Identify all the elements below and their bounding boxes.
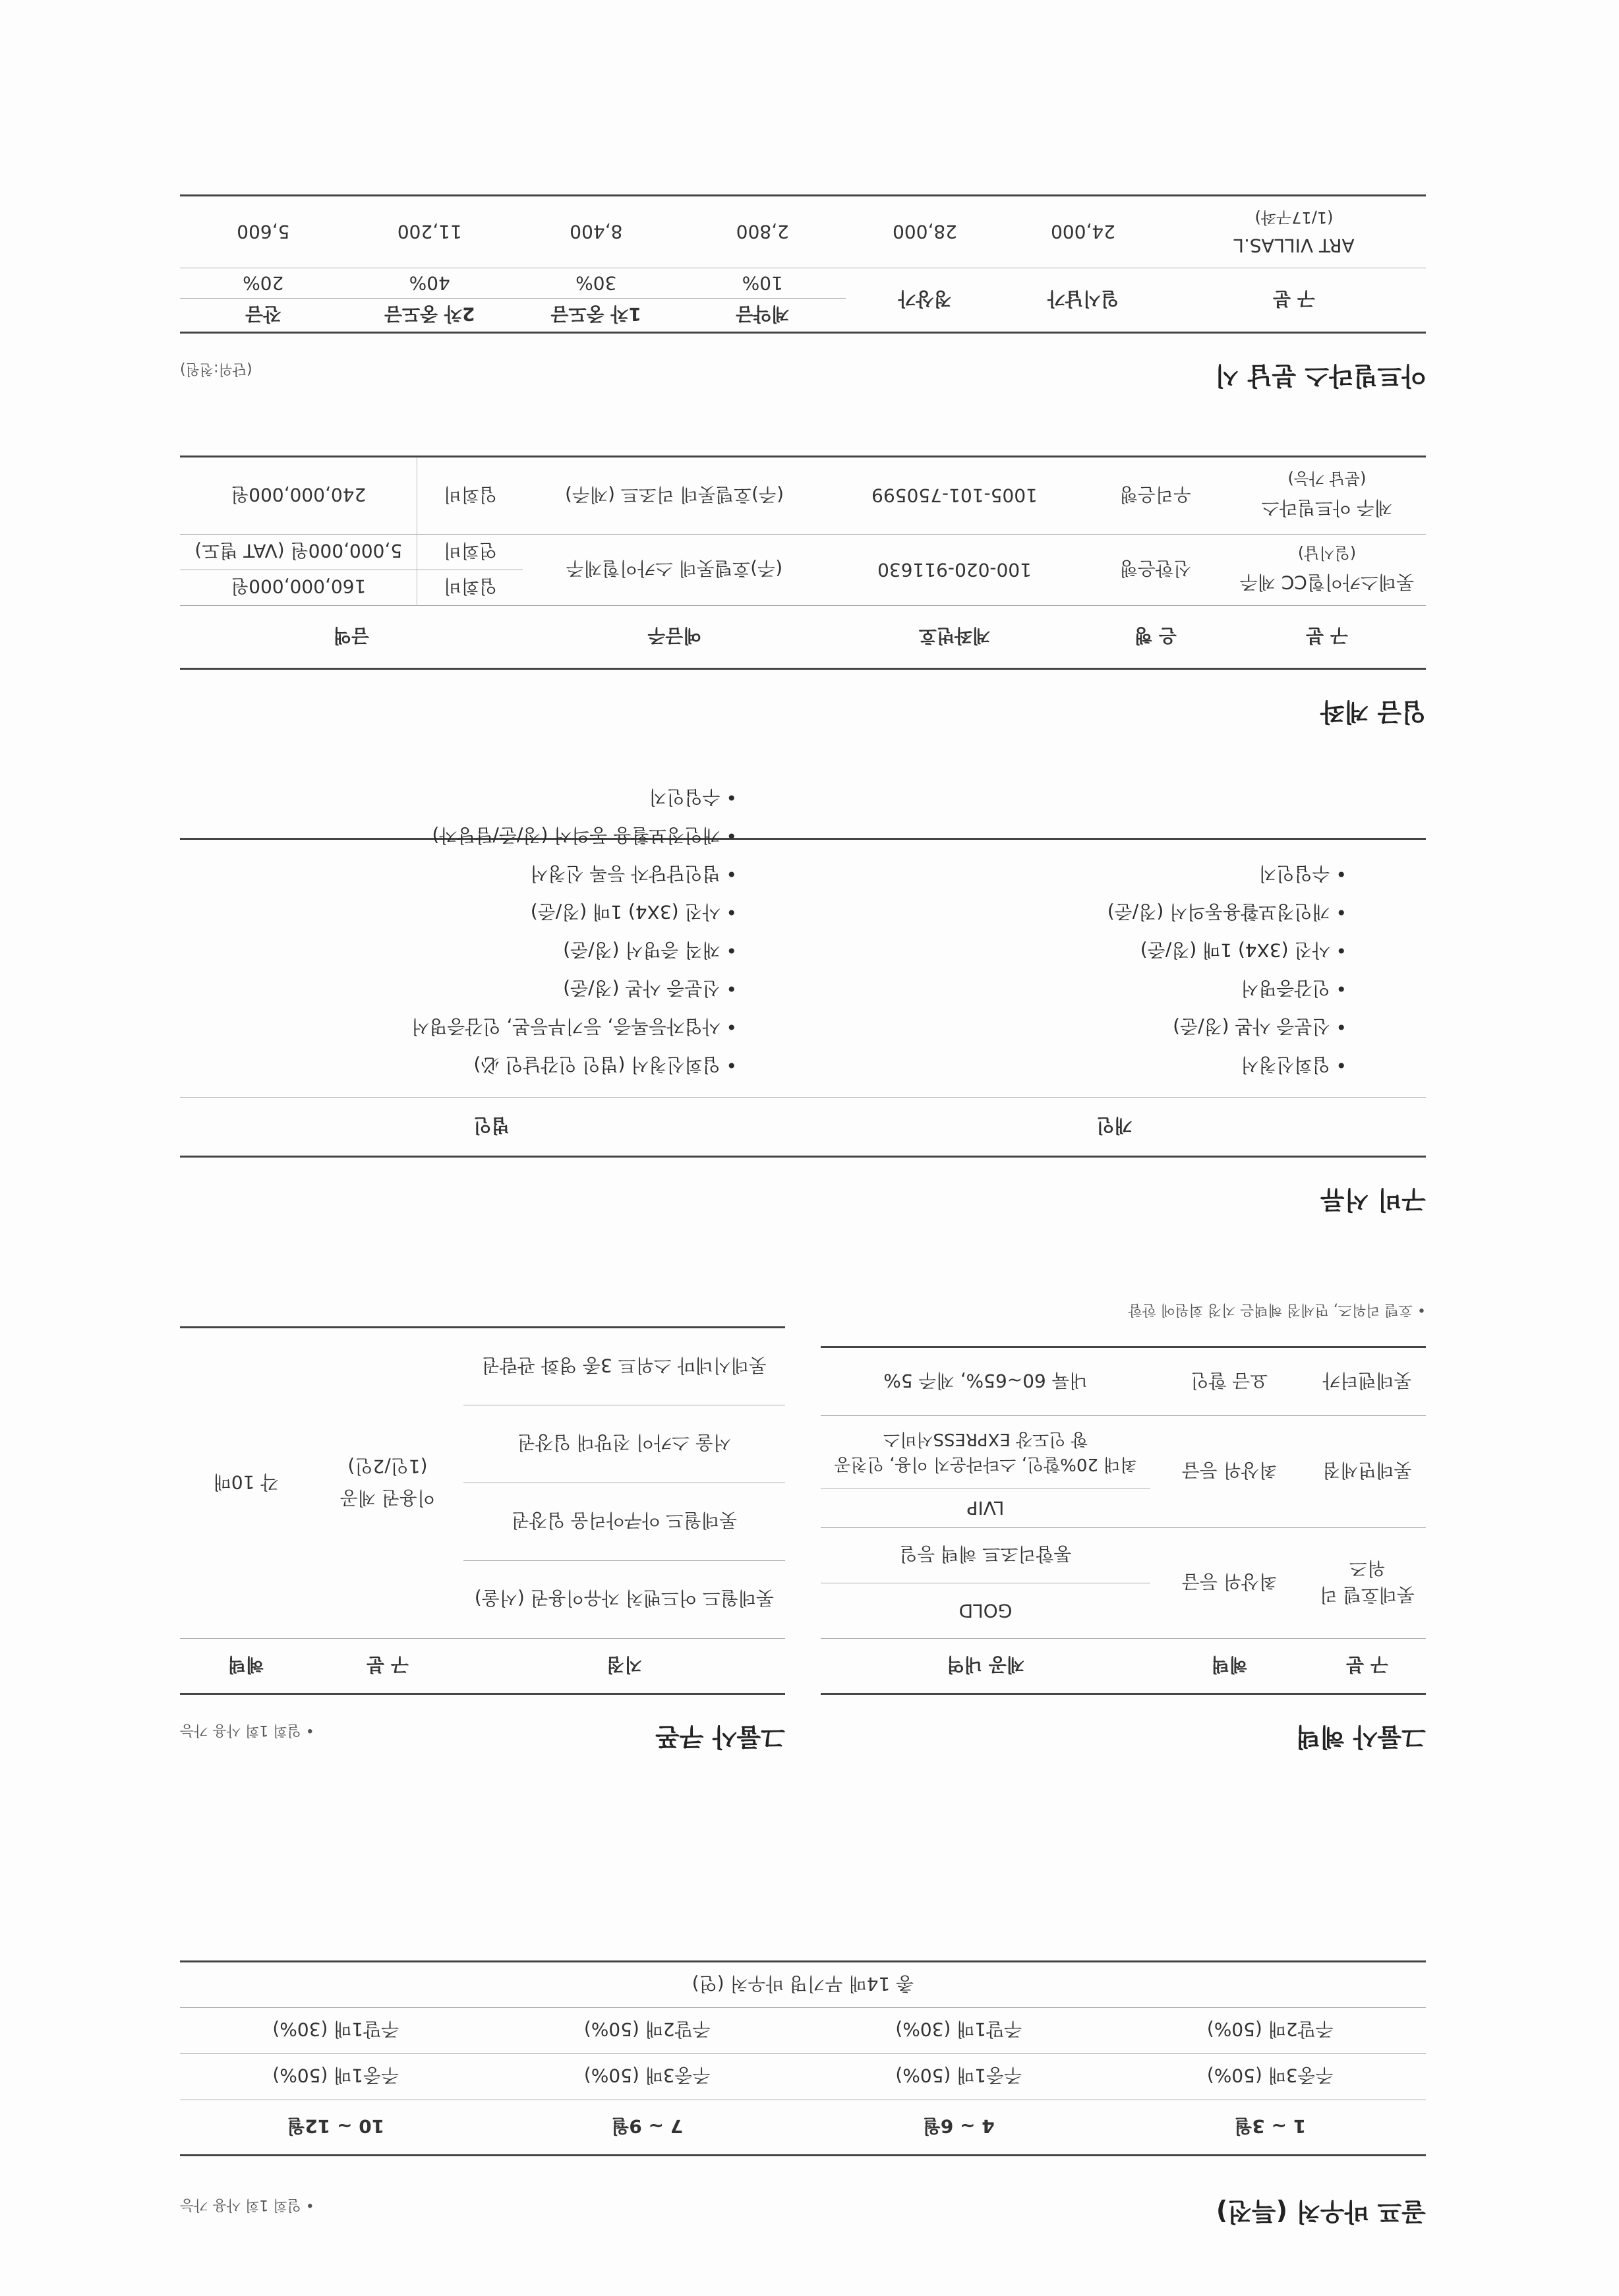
documents-header-corporate: 법인: [473, 1115, 510, 1136]
bank-account-name-sub: (분납 가능): [1287, 469, 1367, 488]
bank-amount-value: 160,000,000원: [180, 570, 417, 606]
payment-header: 잔금: [180, 299, 347, 333]
coupon-qty: 각 10매: [180, 1328, 312, 1639]
bank-name: 우리은행: [1119, 484, 1192, 506]
bank-header: 예금주: [647, 625, 701, 647]
payment-unit: (단위:천원): [180, 361, 252, 377]
benefit-header: 혜택: [1211, 1654, 1248, 1676]
voucher-cell: 주중3매 (50%): [1206, 2065, 1334, 2087]
payment-header: 계약금: [680, 299, 846, 333]
payment-product-sub: (1/17구좌): [1254, 208, 1334, 227]
voucher-header: 1 ~ 3월: [1234, 2115, 1307, 2137]
documents-individual: [790, 840, 1426, 1097]
document-item: • 수입인지: [790, 854, 1347, 893]
bank-header: 은 행: [1134, 625, 1177, 647]
documents-header-individual: 개인: [1096, 1115, 1133, 1136]
payment-product-name: ART VILLAS.L: [1233, 235, 1355, 256]
group-vouchers-table: [180, 1326, 785, 1695]
bank-account-name: [1228, 535, 1426, 606]
payment-table: [180, 194, 1426, 334]
bank-account-name-main: 롯데스카이힐CC 제주: [1239, 572, 1415, 593]
voucher-cell: 주말2매 (50%): [1206, 2018, 1334, 2041]
group-vouchers: [180, 1301, 785, 1755]
benefit-cell: 롯데면세점: [1309, 1416, 1426, 1528]
benefit-header: 제공 내역: [947, 1654, 1024, 1676]
payment-percent: 20%: [243, 272, 284, 294]
bank-header: 계좌번호: [918, 625, 991, 647]
bank-amount-value: 240,000,000원: [231, 484, 367, 506]
bank-account-name: [1228, 457, 1426, 535]
bank-amount-value: 5,000,000원 (VAT 별도): [194, 540, 403, 562]
bank-holder: (주)호텔롯데 스카이힐제주: [523, 535, 826, 606]
benefit-cell: GOLD: [821, 1583, 1150, 1639]
document-item: • 사업자등록증, 등기부등본, 인감증명서: [180, 1007, 737, 1045]
member-benefits-table: [821, 1346, 1426, 1695]
bank-amount-label: 입회비: [417, 457, 523, 535]
voucher-section: [180, 1960, 1426, 2230]
benefit-footnote: • 호텔 리워즈, 면세점 혜택은 지정 회원에 한함: [1128, 1301, 1426, 1318]
group-vouchers-title: 그룹사 쿠폰: [655, 1722, 785, 1751]
coupon-item: 롯데시네마 스위트 3종 영화 관람권: [481, 1355, 767, 1376]
payment-header: 일시납가: [1004, 268, 1162, 333]
coupon-header: 혜택: [227, 1654, 264, 1676]
bank-header: 구 분: [1306, 625, 1348, 647]
document-item: • 신분증 사본 (정/준): [790, 1007, 1347, 1045]
coupon-header: 지점: [606, 1654, 643, 1676]
benefit-header: 구 분: [1346, 1654, 1388, 1676]
bank-account-name-sub: (일시납): [1297, 544, 1357, 562]
coupon-item: 롯데월드 아쿠아리움 입장권: [511, 1510, 738, 1532]
voucher-cell: 주말1매 (30%): [272, 2018, 399, 2041]
bank-amount-label: 입회비: [417, 570, 523, 606]
coupon-type-label: 이용권 제공: [339, 1487, 436, 1509]
benefit-cell: 최대 20%할인, 스타라운지 이용, 인천공항 인도장 EXPRESS서비스: [834, 1429, 1137, 1475]
payment-section: [180, 194, 1426, 394]
document-item: • 개인정보활용 동의서 (정/준/담당자): [180, 816, 737, 854]
payment-header: 정상가: [846, 268, 1004, 333]
document-item: • 인감증명서: [790, 969, 1347, 1007]
bank-table: [180, 456, 1426, 670]
document-item: • 사진 (3X4) 1매 (정/준): [790, 931, 1347, 969]
document-item: • 입회신청서 (법인 인감날인 必): [180, 1045, 737, 1084]
payment-header: 2차 중도금: [347, 299, 514, 333]
voucher-header: 4 ~ 6월: [922, 2115, 995, 2137]
payment-value: 5,600: [237, 221, 290, 243]
document-item: • 사진 (3X4) 1매 (정/준): [180, 893, 737, 931]
coupon-type: [312, 1328, 463, 1639]
bank-amount-label: 연회비: [417, 535, 523, 570]
voucher-total: 총 14매 무기명 바우처 (연): [692, 1973, 914, 1995]
benefit-cell: 요금 할인: [1191, 1370, 1268, 1392]
document-item: • 신분증 사본 (정/준): [180, 969, 737, 1007]
benefit-cell: 통합리조트 혜택 등일: [899, 1543, 1072, 1566]
group-section: [180, 1301, 1426, 1755]
payment-value: 8,400: [570, 221, 623, 243]
benefit-cell: 최상위 등급: [1150, 1416, 1309, 1528]
documents-header: [180, 1097, 1426, 1158]
payment-value: 11,200: [397, 221, 462, 243]
documents-title: 구비 서류: [1320, 1185, 1426, 1214]
payment-value: 2,800: [736, 221, 789, 243]
benefit-cell: 롯데렌터카: [1322, 1370, 1412, 1392]
document-item: • 개인정보활용동의서 (정/준): [790, 893, 1347, 931]
payment-percent: 10%: [742, 272, 783, 294]
benefit-cell: LVIP: [821, 1488, 1150, 1528]
document-item: • 법인담당자 등록 신청서: [180, 854, 737, 893]
voucher-title: 골프 바우처 (특전): [1216, 2197, 1426, 2226]
member-benefits-title: 그룹사 혜택: [1296, 1722, 1426, 1751]
bank-section: [180, 456, 1426, 730]
member-benefits: [821, 1301, 1426, 1755]
payment-title: 아트빌라스 분납 시: [1214, 361, 1426, 390]
voucher-cell: 주말2매 (50%): [583, 2018, 711, 2041]
payment-header: 구 분: [1162, 268, 1426, 333]
voucher-cell: 주중3매 (50%): [583, 2065, 711, 2087]
voucher-header: 10 ~ 12월: [287, 2115, 385, 2137]
voucher-cell: 주중1매 (50%): [895, 2065, 1022, 2087]
bank-account-name-main: 제주 아트빌라스: [1261, 497, 1393, 519]
payment-percent: 30%: [575, 272, 617, 294]
voucher-note: • 일회 1회 사용 가능: [180, 2196, 314, 2213]
bank-header: 금액: [333, 625, 370, 647]
bank-title: 입금 계좌: [1320, 697, 1426, 726]
payment-value: 24,000: [1051, 221, 1115, 243]
group-vouchers-note: • 일회 1회 사용 가능: [180, 1722, 314, 1738]
coupon-type-sub: (1인/2인): [347, 1456, 428, 1477]
bank-account-number: 1005-101-750599: [871, 485, 1038, 507]
document-item: • 수입인지: [180, 778, 737, 816]
bank-holder: (주)호텔롯데 리조트 (제주): [565, 484, 784, 506]
coupon-item: 롯데월드 어드벤처 자유이용권 (서울): [474, 1587, 775, 1610]
documents-section: [180, 786, 1426, 1218]
payment-product: [1162, 196, 1426, 268]
benefit-cell: 최상위 등급: [1150, 1528, 1309, 1639]
payment-header: 1차 중도금: [513, 299, 680, 333]
voucher-cell: 주말1매 (30%): [895, 2018, 1022, 2041]
voucher-header: 7 ~ 9월: [611, 2115, 684, 2137]
bank-name: 신한은행: [1083, 535, 1228, 606]
voucher-table: [180, 1960, 1426, 2156]
bank-account-number: 100-020-911630: [826, 535, 1083, 606]
payment-percent: 40%: [409, 272, 450, 294]
benefit-cell: 롯데호텔 리워즈: [1309, 1528, 1426, 1639]
documents-corporate: [180, 786, 790, 1097]
benefit-cell: 내륙 60~65%, 제주 5%: [883, 1370, 1088, 1392]
payment-value: 28,000: [893, 221, 957, 243]
voucher-cell: 주중1매 (50%): [272, 2065, 399, 2087]
document-item: • 입회신청서: [790, 1045, 1347, 1084]
coupon-header: 구 분: [367, 1654, 409, 1676]
document-item: • 재직 증명서 (정/준): [180, 931, 737, 969]
documents-lists: [180, 786, 1426, 1097]
coupon-item: 서울 스카이 전망대 입장권: [517, 1432, 732, 1454]
